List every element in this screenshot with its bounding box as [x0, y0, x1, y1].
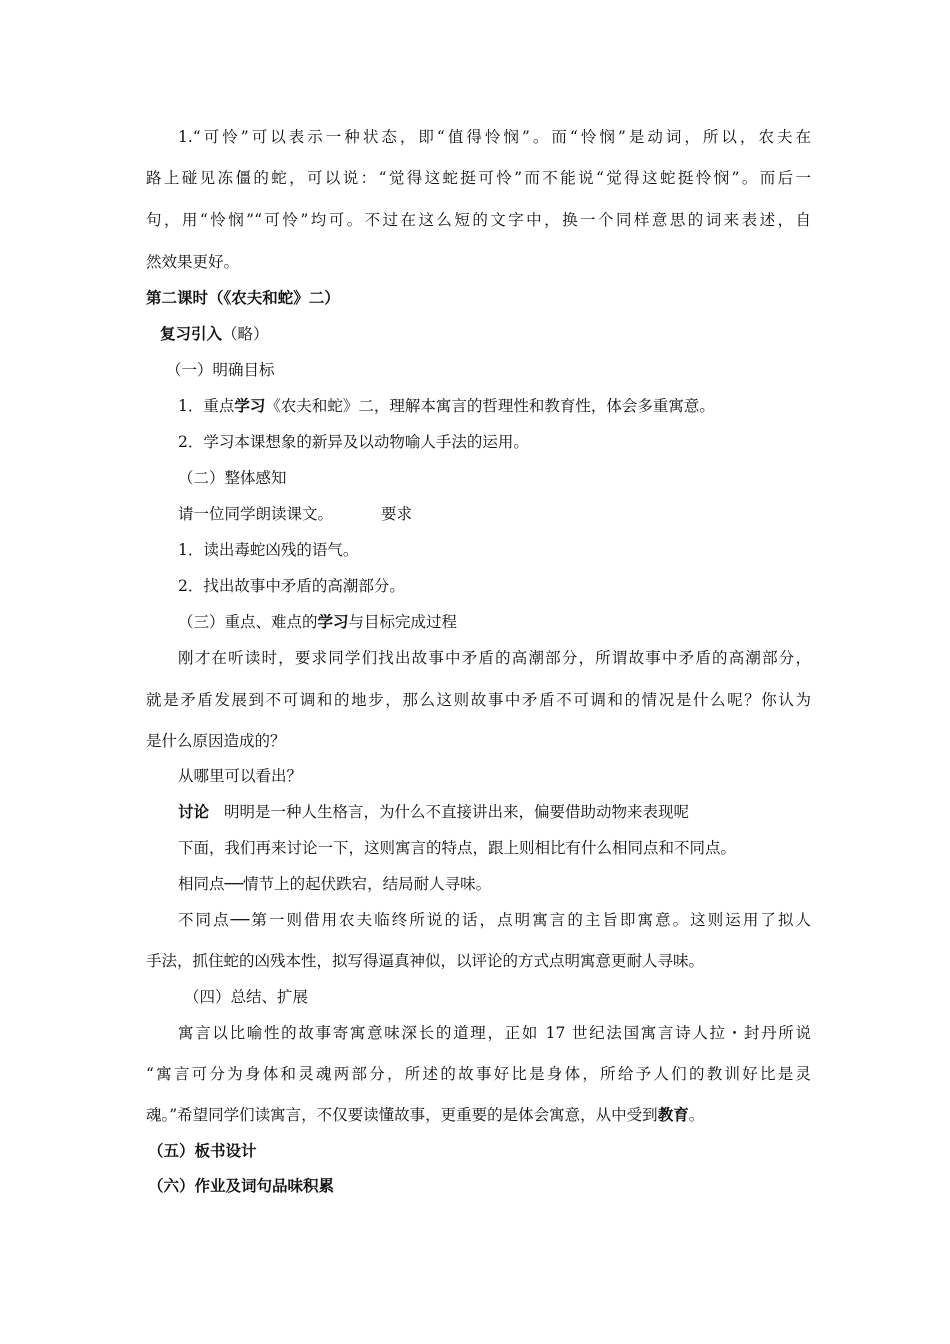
- sec2-heading: （二）整体感知: [178, 469, 287, 487]
- lesson2-title: 第二课时（《农夫和蛇》二）: [146, 289, 340, 307]
- sec4-line1: 寓言以比喻性的故事寄寓意味深长的道理，正如 17 世纪法国寓言诗人拉・封丹所说: [178, 1024, 811, 1042]
- discuss-text: 明明是一种人生格言，为什么不直接讲出来，偏要借助动物来表现呢: [224, 803, 690, 821]
- para1-line1: 1.“可怜”可以表示一种状态，即“值得怜悯”。而“怜悯”是动词，所以，农夫在: [178, 128, 811, 146]
- sec3-next: 下面，我们再来讨论一下，这则寓言的特点，跟上则相比有什么相同点和不同点。: [178, 839, 737, 857]
- sec3-p1-line3: 是什么原因造成的？: [146, 732, 286, 750]
- sec5-heading: （五）板书设计: [148, 1142, 257, 1160]
- sec3-discuss-line: [178, 802, 843, 822]
- sec2-instruction: 请一位同学朗读课文。: [178, 505, 334, 523]
- para1-line4: 然效果更好。: [146, 253, 240, 271]
- sec4-line3-post: 。: [688, 1106, 705, 1124]
- para1-line3: 句，用“怜悯”“可怜”均可。不过在这么短的文字中，换一个同样意思的词来表述，自: [146, 211, 811, 229]
- sec1-heading: （一）明确目标: [166, 361, 275, 379]
- para1-line2: 路上碰见冻僵的蛇，可以说：“觉得这蛇挺可怜”而不能说“觉得这蛇挺怜悯”。而后一: [146, 169, 811, 187]
- sec2-requirement: 要求: [381, 505, 413, 523]
- sec3-heading-bold: 学习: [317, 613, 349, 631]
- sec3-diff-line1: 不同点──第一则借用农夫临终所说的话，点明寓言的主旨即寓意。这则运用了拟人: [178, 911, 811, 929]
- sec3-diff-line2: 手法，抓住蛇的凶残本性，拟写得逼真神似，以评论的方式点明寓意更耐人寻味。: [146, 952, 705, 970]
- sec1-item2: 2．学习本课想象的新异及以动物喻人手法的运用。: [178, 433, 529, 451]
- sec3-same: 相同点──情节上的起伏跌宕，结局耐人寻味。: [178, 875, 492, 893]
- sec3-heading: [178, 612, 843, 632]
- discuss-label: 讨论: [178, 803, 210, 821]
- sec2-item2: 2．找出故事中矛盾的高潮部分。: [178, 577, 405, 595]
- sec1-item1-pre: 1．重点: [178, 397, 235, 415]
- sec3-p1-line2: 就是矛盾发展到不可调和的地步，那么这则故事中矛盾不可调和的情况是什么呢？你认为: [146, 691, 811, 709]
- sec4-line3: [146, 1105, 811, 1125]
- review-note: （略）: [222, 325, 269, 343]
- sec1-item1: [178, 396, 843, 416]
- sec3-where: 从哪里可以看出？: [178, 767, 303, 785]
- sec4-line2: “寓言可分为身体和灵魂两部分，所述的故事好比是身体，所给予人们的教训好比是灵: [146, 1065, 811, 1083]
- sec2-instruction-line: [178, 504, 843, 524]
- review-heading: 复习引入: [160, 325, 223, 343]
- sec4-heading: （四）总结、扩展: [184, 988, 309, 1006]
- sec1-item1-bold: 学习: [234, 397, 266, 415]
- review-line: [160, 324, 825, 344]
- sec3-p1-line1: 刚才在听读时，要求同学们找出故事中矛盾的高潮部分，所谓故事中矛盾的高潮部分，: [178, 649, 811, 667]
- sec4-line3-pre: 魂。”希望同学们读寓言，不仅要读懂故事，更重要的是体会寓意，从中受到: [146, 1106, 658, 1124]
- sec6-heading: （六）作业及词句品味积累: [148, 1177, 335, 1195]
- sec3-heading-pre: （三）重点、难点的: [178, 613, 318, 631]
- sec4-line3-bold: 教育: [657, 1106, 689, 1124]
- sec3-heading-post: 与目标完成过程: [348, 613, 458, 631]
- sec1-item1-post: 《农夫和蛇》二，理解本寓言的哲理性和教育性，体会多重寓意。: [265, 397, 715, 415]
- sec2-item1: 1．读出毒蛇凶残的语气。: [178, 541, 359, 559]
